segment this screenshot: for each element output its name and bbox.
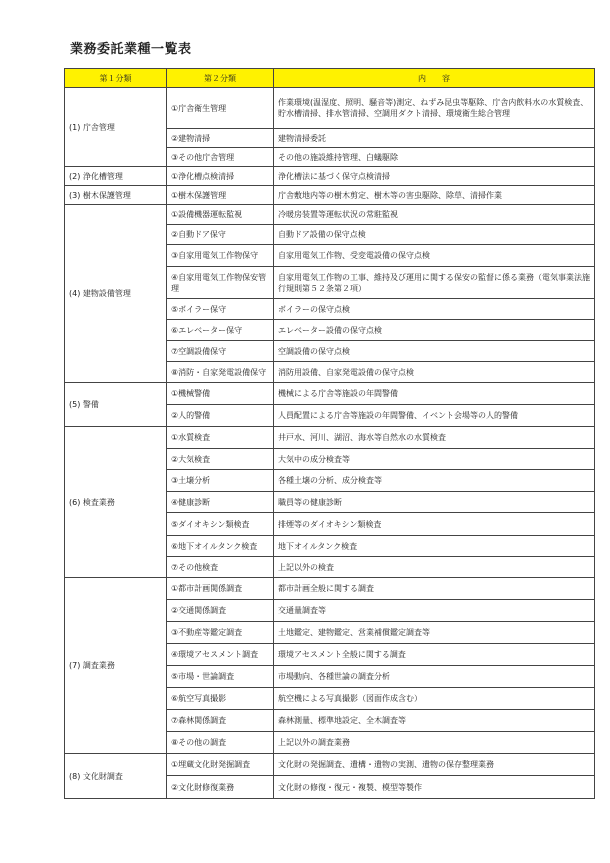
- table-row: [65, 205, 595, 225]
- second-category-cell: ③土壌分析: [167, 470, 274, 492]
- content-cell: 井戸水、河川、湖沼、海水等自然水の水質検査: [274, 427, 595, 449]
- content-cell: 各種土壌の分析、成分検査等: [274, 470, 595, 492]
- first-category-cell: (3) 樹木保護管理: [65, 186, 167, 205]
- table-row: [65, 754, 595, 776]
- second-category-cell: ⑤ボイラー保守: [167, 299, 274, 320]
- content-cell: 作業環境(温湿度、照明、騒音等)測定、ねずみ昆虫等駆除、庁舎内飲料水の水質検査、貯水槽清掃、排水管清掃、空調用ダクト清掃、環境衛生総合管理: [274, 88, 595, 129]
- second-category-cell: ②大気検査: [167, 449, 274, 470]
- second-category-cell: ④環境アセスメント調査: [167, 644, 274, 666]
- first-category-cell: (4) 建物設備管理: [65, 205, 167, 383]
- first-category-cell: (7) 調査業務: [65, 578, 167, 754]
- content-cell: 文化財の発掘調査、遺構・遺物の実測、遺物の保存整理業務: [274, 754, 595, 776]
- second-category-cell: ⑧その他の調査: [167, 732, 274, 754]
- document-title: 業務委託業種一覧表: [70, 42, 192, 57]
- content-cell: 浄化槽法に基づく保守点検清掃: [274, 167, 595, 186]
- second-category-cell: ①樹木保護管理: [167, 186, 274, 205]
- content-cell: 職員等の健康診断: [274, 492, 595, 513]
- second-category-cell: ②交通関係調査: [167, 600, 274, 622]
- second-category-cell: ①埋蔵文化財発掘調査: [167, 754, 274, 776]
- second-category-cell: ⑧消防・自家発電設備保守: [167, 362, 274, 383]
- content-cell: 森林測量、標準地設定、全木調査等: [274, 710, 595, 732]
- second-category-cell: ①水質検査: [167, 427, 274, 449]
- content-cell: 自家用電気工作物、受変電設備の保守点検: [274, 245, 595, 267]
- second-category-cell: ⑦その他検査: [167, 557, 274, 578]
- content-cell: 地下オイルタンク検査: [274, 536, 595, 557]
- content-cell: 土地鑑定、建物鑑定、営業補償鑑定調査等: [274, 622, 595, 644]
- second-category-cell: ①庁舎衛生管理: [167, 88, 274, 129]
- content-cell: 庁舎敷地内等の樹木剪定、樹木等の害虫駆除、除草、清掃作業: [274, 186, 595, 205]
- second-category-cell: ⑥エレベーター保守: [167, 320, 274, 341]
- second-category-cell: ①設備機器運転監視: [167, 205, 274, 225]
- second-category-cell: ⑤ダイオキシン類検査: [167, 513, 274, 536]
- content-cell: 人員配置による庁舎等施設の年間警備、イベント会場等の人的警備: [274, 405, 595, 427]
- second-category-cell: ⑦空調設備保守: [167, 341, 274, 362]
- content-cell: 機械による庁舎等施設の年間警備: [274, 383, 595, 405]
- content-cell: 交通量調査等: [274, 600, 595, 622]
- content-cell: 冷暖房装置等運転状況の常駐監視: [274, 205, 595, 225]
- content-cell: 自動ドア設備の保守点検: [274, 225, 595, 245]
- business-category-table: [64, 68, 595, 799]
- second-category-cell: ⑦森林関係調査: [167, 710, 274, 732]
- content-cell: 空調設備の保守点検: [274, 341, 595, 362]
- content-cell: エレベーター設備の保守点検: [274, 320, 595, 341]
- content-cell: 文化財の修復・復元・複製、模型等製作: [274, 776, 595, 799]
- content-cell: 自家用電気工作物の工事、維持及び運用に関する保安の監督に係る業務（電気事業法施行規則第５２条第２項）: [274, 267, 595, 299]
- second-category-cell: ③その他庁舎管理: [167, 148, 274, 167]
- content-cell: その他の施設維持管理、白蟻駆除: [274, 148, 595, 167]
- second-category-cell: ③不動産等鑑定調査: [167, 622, 274, 644]
- first-category-cell: (8) 文化財調査: [65, 754, 167, 799]
- content-cell: 上記以外の検査: [274, 557, 595, 578]
- header-second-category: 第２分類: [167, 69, 274, 88]
- second-category-cell: ①都市計画関係調査: [167, 578, 274, 600]
- table-row: [65, 88, 595, 129]
- second-category-cell: ⑥航空写真撮影: [167, 688, 274, 710]
- content-cell: 都市計画全般に関する調査: [274, 578, 595, 600]
- content-cell: 建物清掃委託: [274, 129, 595, 148]
- content-cell: ボイラーの保守点検: [274, 299, 595, 320]
- content-cell: 大気中の成分検査等: [274, 449, 595, 470]
- second-category-cell: ⑥地下オイルタンク検査: [167, 536, 274, 557]
- second-category-cell: ②自動ドア保守: [167, 225, 274, 245]
- second-category-cell: ④自家用電気工作物保安管理: [167, 267, 274, 299]
- content-cell: 市場動向、各種世論の調査分析: [274, 666, 595, 688]
- content-cell: 上記以外の調査業務: [274, 732, 595, 754]
- content-cell: 消防用設備、自家発電設備の保守点検: [274, 362, 595, 383]
- first-category-cell: (5) 警備: [65, 383, 167, 427]
- second-category-cell: ①機械警備: [167, 383, 274, 405]
- second-category-cell: ②文化財修復業務: [167, 776, 274, 799]
- content-cell: 環境アセスメント全般に関する調査: [274, 644, 595, 666]
- second-category-cell: ⑤市場・世論調査: [167, 666, 274, 688]
- second-category-cell: ①浄化槽点検清掃: [167, 167, 274, 186]
- second-category-cell: ②人的警備: [167, 405, 274, 427]
- first-category-cell: (2) 浄化槽管理: [65, 167, 167, 186]
- table-row: [65, 167, 595, 186]
- content-cell: 航空機による写真撮影（図面作成含む）: [274, 688, 595, 710]
- table-row: [65, 186, 595, 205]
- first-category-cell: (1) 庁舎管理: [65, 88, 167, 167]
- header-first-category: 第１分類: [65, 69, 167, 88]
- table-row: [65, 383, 595, 405]
- header-row: [65, 69, 595, 88]
- second-category-cell: ③自家用電気工作物保守: [167, 245, 274, 267]
- second-category-cell: ②建物清掃: [167, 129, 274, 148]
- table-row: [65, 427, 595, 449]
- second-category-cell: ④健康診断: [167, 492, 274, 513]
- table-row: [65, 578, 595, 600]
- content-cell: 排煙等のダイオキシン類検査: [274, 513, 595, 536]
- first-category-cell: (6) 検査業務: [65, 427, 167, 578]
- header-content: 内 容: [274, 69, 595, 88]
